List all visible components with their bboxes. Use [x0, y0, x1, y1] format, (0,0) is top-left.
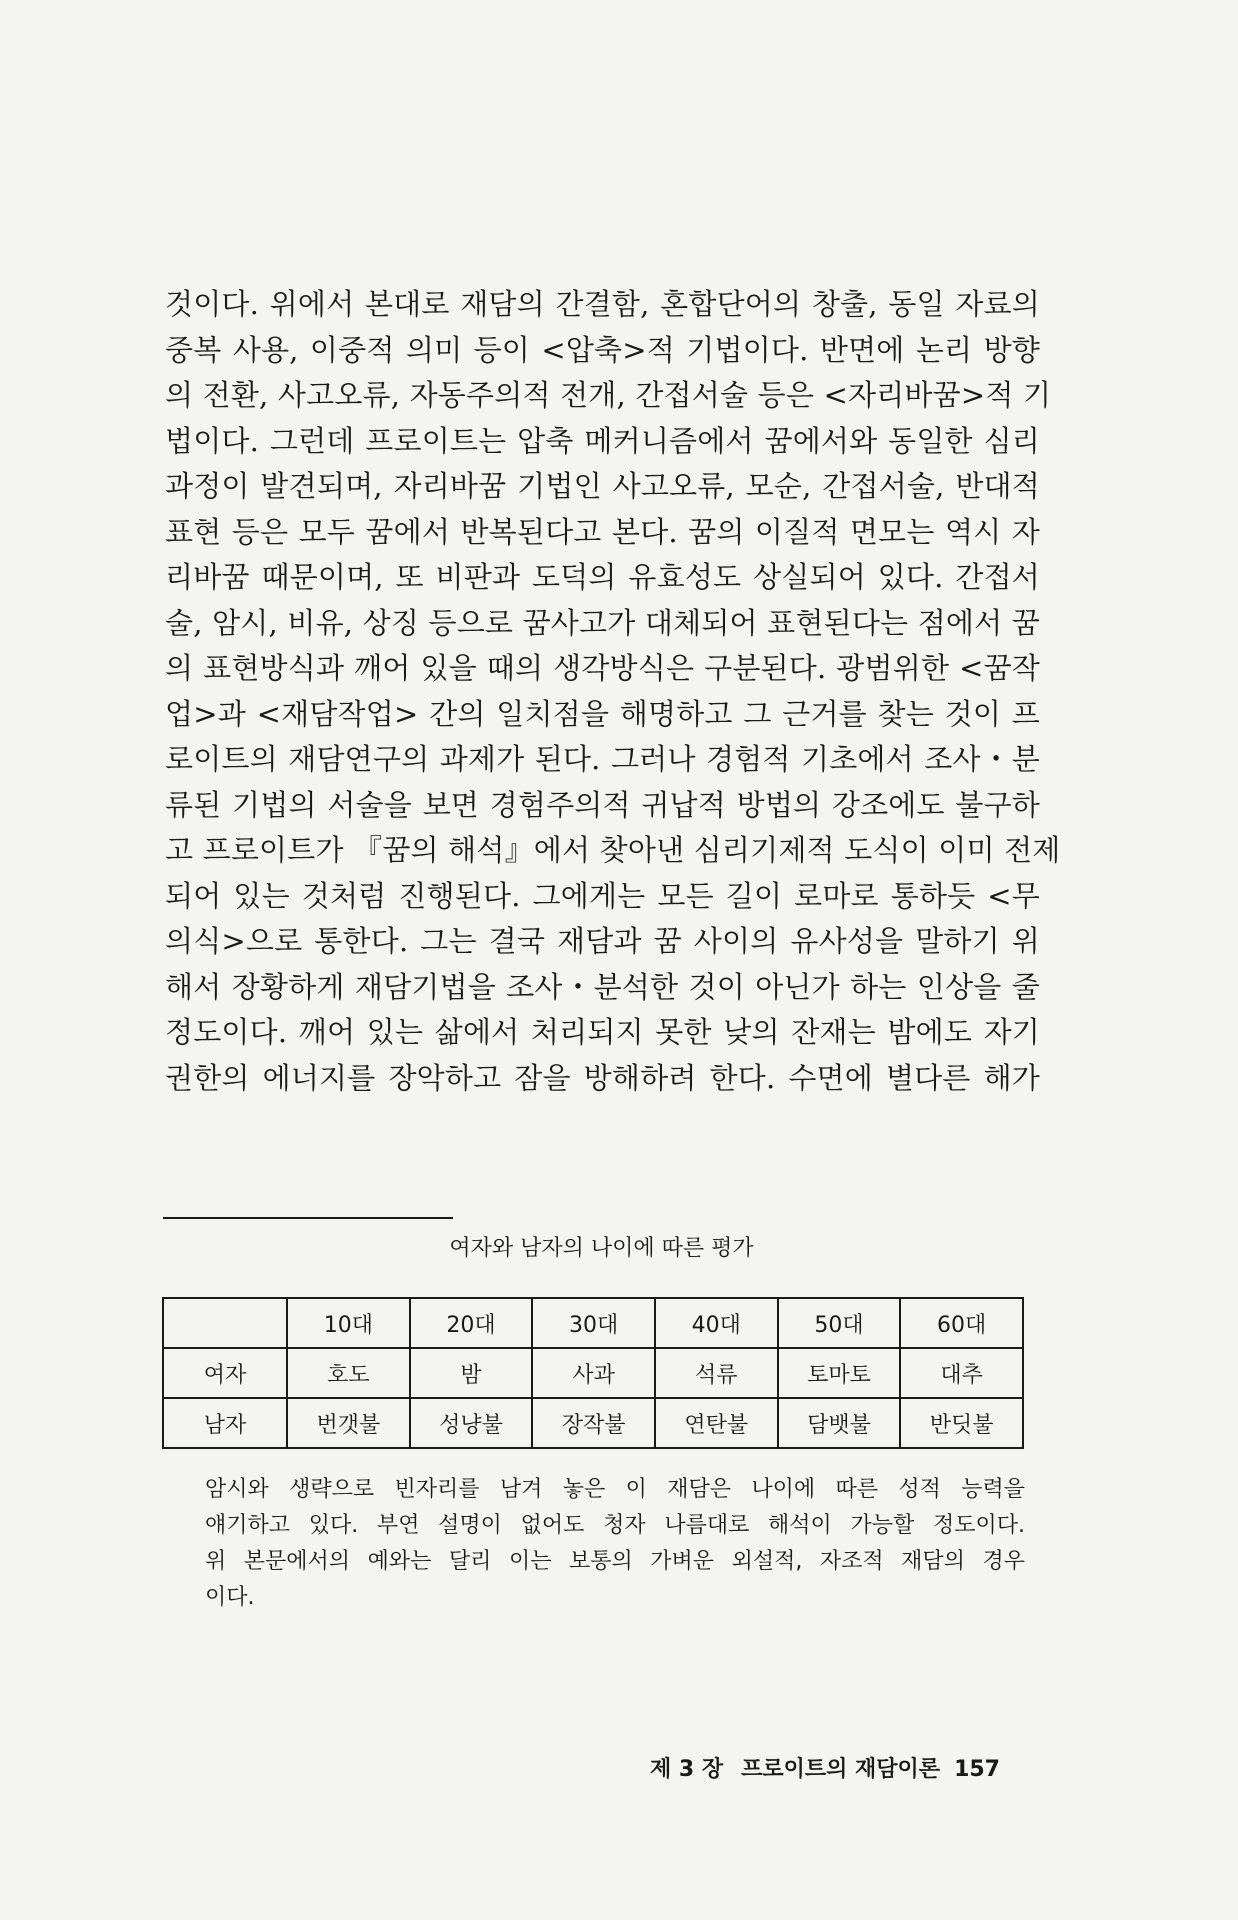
table-header-row — [163, 1298, 1023, 1348]
body-line: 의식>으로 통한다. 그는 결국 재담과 꿈 사이의 유사성을 말하기 위 — [165, 924, 1040, 958]
body-line: 과정이 발견되며, 자리바꿈 기법인 사고오류, 모순, 간접서술, 반대적 — [165, 469, 1040, 503]
body-line: 의 전환, 사고오류, 자동주의적 전개, 간접서술 등은 <자리바꿈>적 기 — [165, 378, 1052, 412]
body-line: 것이다. 위에서 본대로 재담의 간결함, 혼합단어의 창출, 동일 자료의 — [165, 287, 1040, 321]
table-column-header: 30대 — [532, 1298, 655, 1348]
table-cell: 반딧불 — [900, 1398, 1023, 1448]
table-column-header: 20대 — [410, 1298, 533, 1348]
body-line: 법이다. 그런데 프로이트는 압축 메커니즘에서 꿈에서와 동일한 심리 — [165, 423, 1040, 458]
page-number: 157 — [954, 1757, 1000, 1782]
table-cell: 밤 — [410, 1348, 533, 1398]
table-column-header: 50대 — [778, 1298, 901, 1348]
footer-chapter: 제 3 장 — [649, 1757, 724, 1782]
table-row-header: 여자 — [163, 1348, 287, 1398]
body-line: 정도이다. 깨어 있는 삶에서 처리되지 못한 낮의 잔재는 밤에도 자기 — [165, 1015, 1040, 1049]
page-footer — [650, 1752, 1000, 1783]
note-line: 위 본문에서의 예와는 달리 이는 보통의 가벼운 외설적, 자조적 재담의 경우 — [205, 1549, 1025, 1574]
body-line: 술, 암시, 비유, 상징 등으로 꿈사고가 대체되어 표현된다는 점에서 꿈 — [165, 605, 1040, 640]
note-line: 얘기하고 있다. 부연 설명이 없어도 청자 나름대로 해석이 가능할 정도이다. — [205, 1513, 1025, 1538]
note-line: 이다. — [205, 1585, 255, 1610]
body-line: 로이트의 재담연구의 과제가 된다. 그러나 경험적 기초에서 조사・분 — [165, 742, 1040, 776]
body-line: 권한의 에너지를 장악하고 잠을 방해하려 한다. 수면에 별다른 해가 — [165, 1060, 1040, 1095]
table-row — [163, 1398, 1023, 1448]
table-column-header: 40대 — [655, 1298, 778, 1348]
table-cell: 번갯불 — [287, 1398, 410, 1448]
body-line: 의 표현방식과 깨어 있을 때의 생각방식은 구분된다. 광범위한 <꿈작 — [165, 651, 1040, 685]
table-cell: 토마토 — [778, 1348, 901, 1398]
table-cell: 호도 — [287, 1348, 410, 1398]
body-line: 류된 기법의 서술을 보면 경험주의적 귀납적 방법의 강조에도 불구하 — [165, 787, 1040, 822]
body-paragraph — [165, 282, 1061, 1101]
table-cell: 성냥불 — [410, 1398, 533, 1448]
body-line: 리바꿈 때문이며, 또 비판과 도덕의 유효성도 상실되어 있다. 간접서 — [165, 560, 1040, 594]
table-row-header: 남자 — [163, 1398, 287, 1448]
table-cell: 장작불 — [532, 1398, 655, 1448]
table-cell: 담뱃불 — [778, 1398, 901, 1448]
body-line: 고 프로이트가 『꿈의 해석』에서 찾아낸 심리기제적 도식이 이미 전제 — [165, 833, 1061, 867]
table-corner-cell — [163, 1298, 287, 1348]
box-title: 여자와 남자의 나이에 따른 평가 — [449, 1236, 754, 1261]
body-line: 표현 등은 모두 꿈에서 반복된다고 본다. 꿈의 이질적 면모는 역시 자 — [165, 514, 1040, 549]
table-cell: 석류 — [655, 1348, 778, 1398]
table-column-header: 10대 — [287, 1298, 410, 1348]
footer-chapter-title: 프로이트의 재담이론 — [741, 1757, 941, 1782]
note-line: 암시와 생략으로 빈자리를 남겨 놓은 이 재담은 나이에 따른 성적 능력을 — [205, 1477, 1025, 1502]
box-note — [205, 1472, 1025, 1616]
table-cell: 대추 — [900, 1348, 1023, 1398]
section-divider — [163, 1217, 453, 1219]
table-column-header: 60대 — [900, 1298, 1023, 1348]
table-row — [163, 1348, 1023, 1398]
body-line: 중복 사용, 이중적 의미 등이 <압축>적 기법이다. 반면에 논리 방향 — [165, 332, 1040, 367]
body-line: 해서 장황하게 재담기법을 조사・분석한 것이 아닌가 하는 인상을 줄 — [165, 969, 1040, 1004]
body-line: 업>과 <재담작업> 간의 일치점을 해명하고 그 근거를 찾는 것이 프 — [165, 696, 1040, 731]
age-evaluation-table — [162, 1297, 1024, 1449]
body-line: 되어 있는 것처럼 진행된다. 그에게는 모든 길이 로마로 통하듯 <무 — [165, 878, 1040, 913]
table-cell: 연탄불 — [655, 1398, 778, 1448]
table-cell: 사과 — [532, 1348, 655, 1398]
